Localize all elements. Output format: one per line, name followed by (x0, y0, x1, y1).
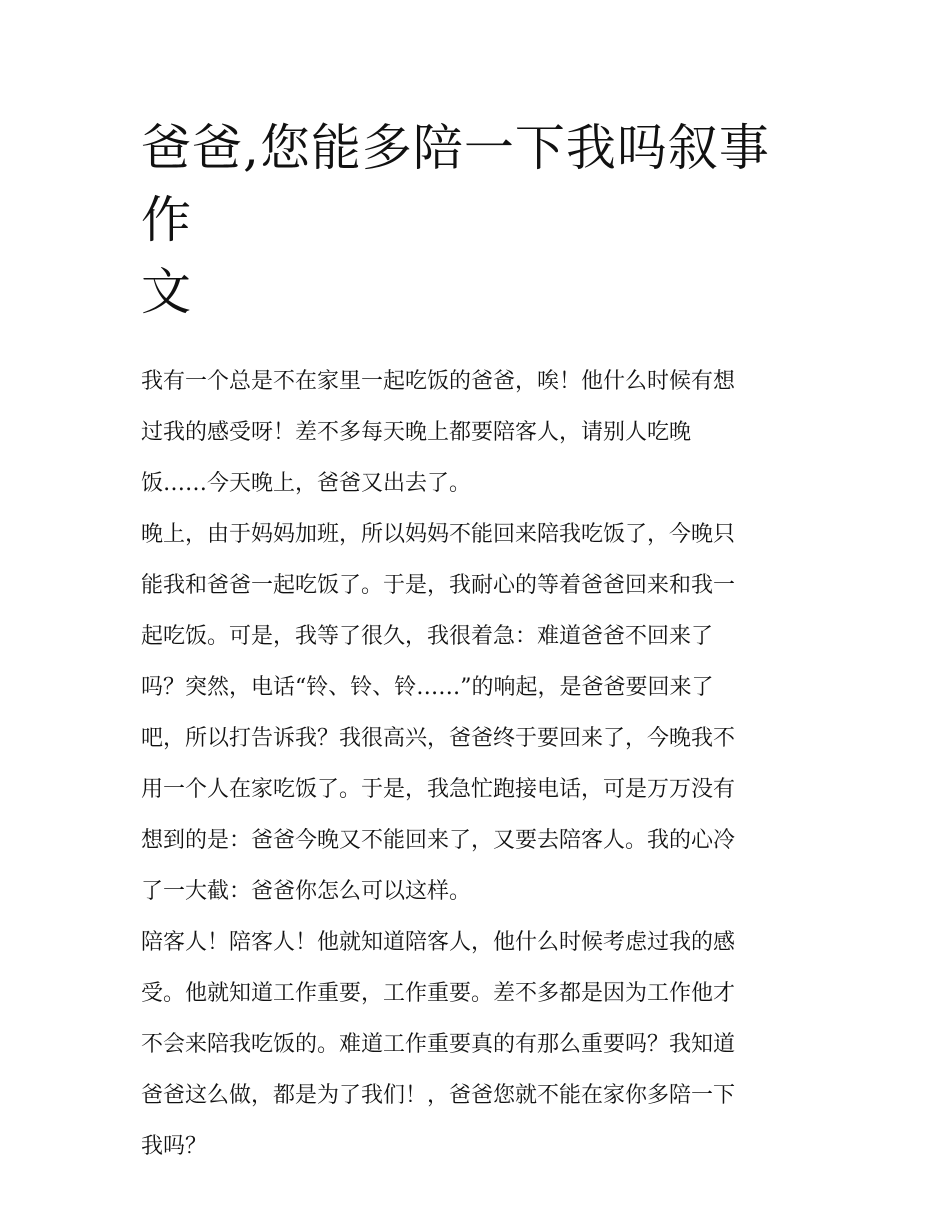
text-line: 吗？突然，电话“铃、铃、铃……”的响起，是爸爸要回来了 (141, 675, 714, 700)
title-line: 爸爸,您能多陪一下我吗叙事作 (141, 119, 770, 249)
document-page (141, 112, 813, 1172)
text-line: 了一大截：爸爸你怎么可以这样。 (141, 879, 472, 904)
text-line: 能我和爸爸一起吃饭了。于是，我耐心的等着爸爸回来和我一 (141, 573, 736, 598)
title-line: 文 (141, 263, 192, 321)
text-line: 想到的是：爸爸今晚又不能回来了，又要去陪客人。我的心冷 (141, 828, 736, 853)
text-line: 用一个人在家吃饭了。于是，我急忙跑接电话，可是万万没有 (141, 777, 736, 802)
text-line: 爸爸这么做，都是为了我们！，爸爸您就不能在家你多陪一下 (141, 1083, 736, 1108)
text-line: 受。他就知道工作重要，工作重要。差不多都是因为工作他才 (141, 981, 736, 1006)
paragraph-1 (141, 356, 813, 509)
text-line: 起吃饭。可是，我等了很久，我很着急：难道爸爸不回来了 (141, 624, 714, 649)
text-line: 晚上，由于妈妈加班，所以妈妈不能回来陪我吃饭了，今晚只 (141, 522, 736, 547)
text-line: 过我的感受呀！差不多每天晚上都要陪客人，请别人吃晚 (141, 420, 692, 445)
paragraph-3 (141, 917, 813, 1172)
text-line: 陪客人！陪客人！他就知道陪客人，他什么时候考虑过我的感 (141, 930, 736, 955)
page-title (141, 112, 813, 328)
text-line: 我吗？ (141, 1134, 208, 1159)
text-line: 不会来陪我吃饭的。难道工作重要真的有那么重要吗？我知道 (141, 1032, 736, 1057)
text-line: 饭……今天晚上，爸爸又出去了。 (141, 471, 472, 496)
text-line: 吧，所以打告诉我？我很高兴，爸爸终于要回来了，今晚我不 (141, 726, 736, 751)
text-line: 我有一个总是不在家里一起吃饭的爸爸，唉！他什么时候有想 (141, 369, 736, 394)
document-body (141, 356, 813, 1172)
paragraph-2 (141, 509, 813, 917)
